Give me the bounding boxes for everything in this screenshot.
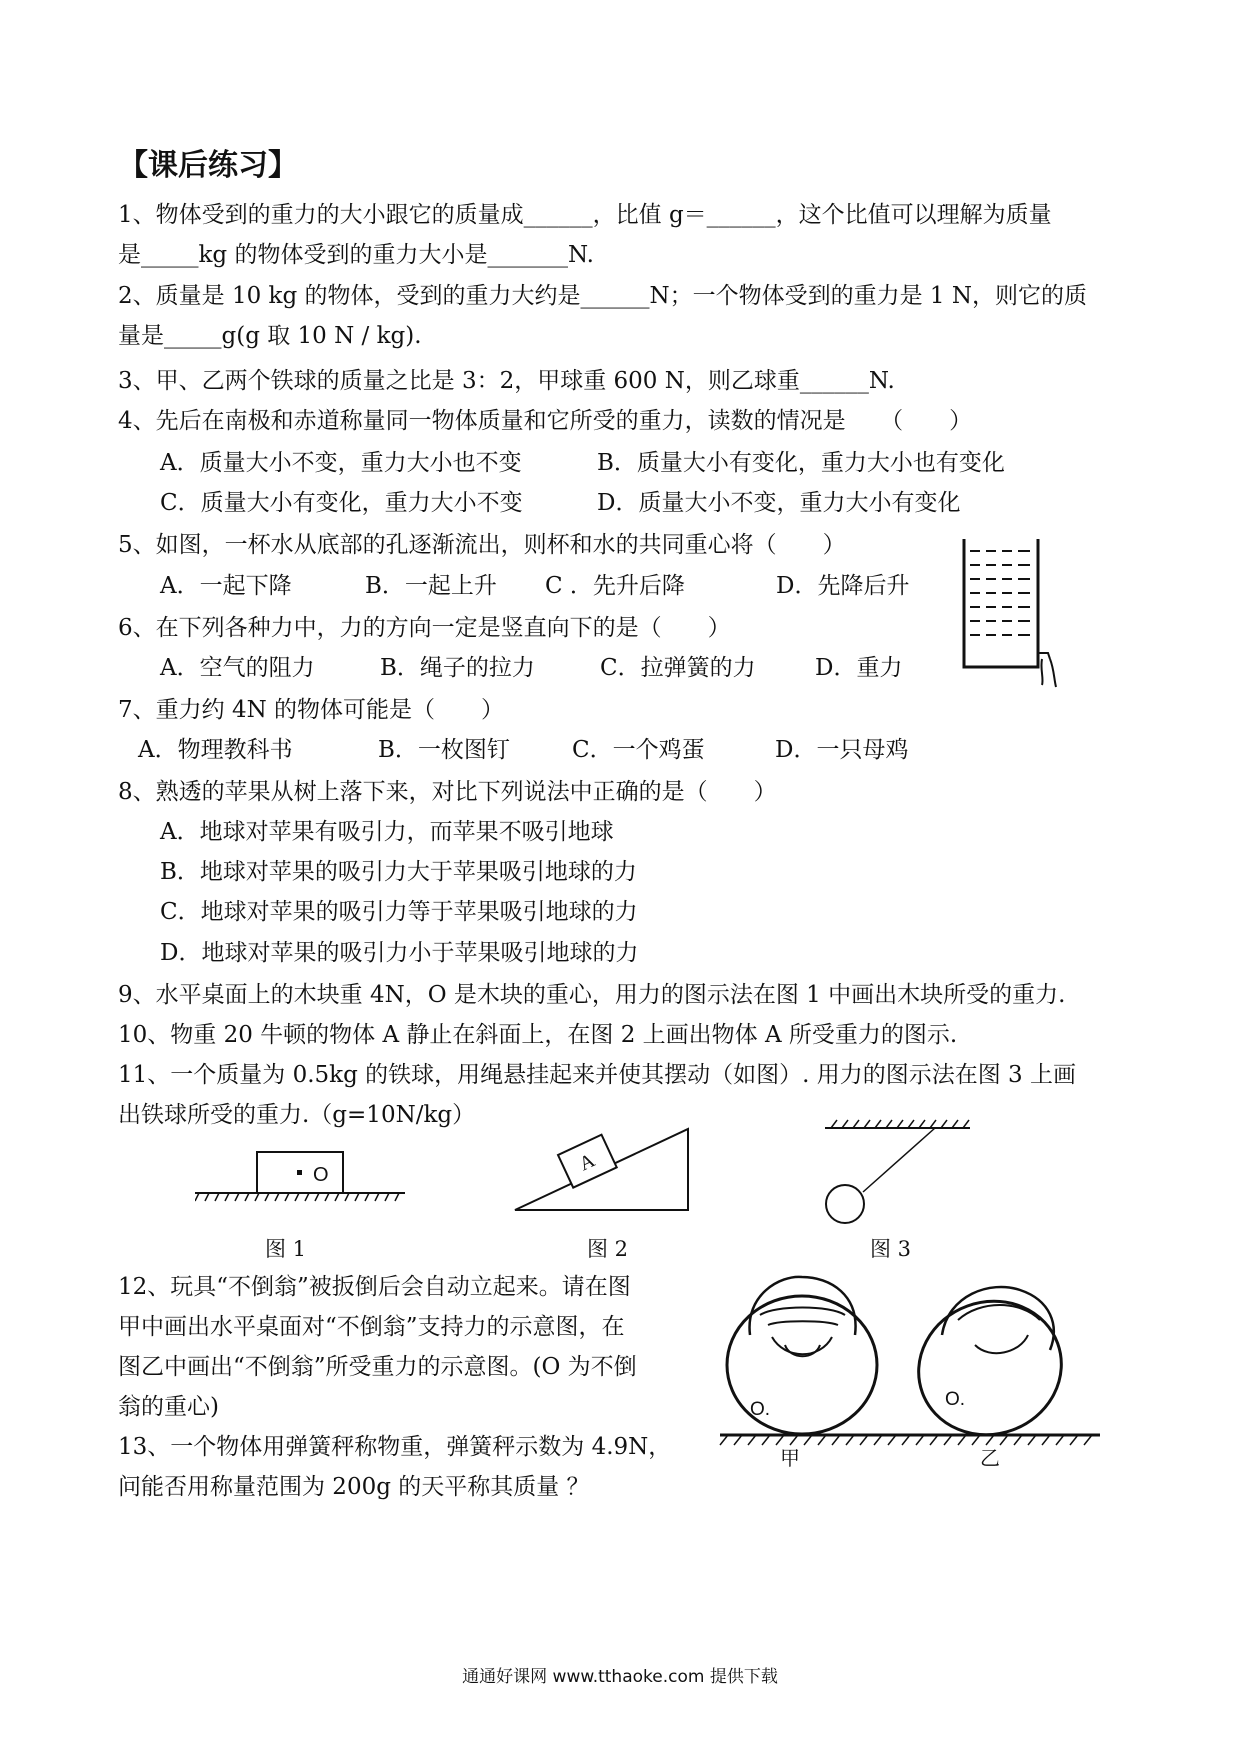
q4-option-a: A．质量大小不变，重力大小也不变 <box>160 450 522 476</box>
q4-option-b: B．质量大小有变化，重力大小也有变化 <box>597 450 1005 476</box>
q13-line1: 13、一个物体用弹簧秤称物重，弹簧秤示数为 4.9N， <box>118 1434 672 1460</box>
figure-1-block-on-table <box>195 1150 410 1210</box>
q5-stem: 5、如图，一杯水从底部的孔逐渐流出，则杯和水的共同重心将（ ） <box>118 532 846 558</box>
figure-2-caption: 图 2 <box>587 1237 629 1261</box>
q6-option-b: B．绳子的拉力 <box>380 655 535 681</box>
q7-option-b: B．一枚图钉 <box>378 737 510 763</box>
q12-line4: 翁的重心) <box>118 1394 219 1420</box>
q7-option-c: C．一个鸡蛋 <box>572 737 705 763</box>
q8-option-a: A．地球对苹果有吸引力，而苹果不吸引地球 <box>160 819 614 845</box>
q6-option-d: D．重力 <box>815 655 903 681</box>
q13-line2: 问能否用称量范围为 200g 的天平称其质量 ？ <box>118 1474 590 1500</box>
q12-line2: 甲中画出水平桌面对“不倒翁”支持力的示意图，在 <box>118 1314 625 1340</box>
q3-line1: 3、甲、乙两个铁球的质量之比是 3：2，甲球重 600 N，则乙球重______N. <box>118 368 895 394</box>
q9-line1: 9、水平桌面上的木块重 4N，O 是木块的重心，用力的图示法在图 1 中画出木块所受的重力. <box>118 982 1066 1008</box>
q12-line1: 12、玩具“不倒翁”被扳倒后会自动立起来。请在图 <box>118 1274 631 1300</box>
tumbler-right-center-label: O. <box>945 1389 966 1410</box>
figure-3-caption: 图 3 <box>870 1237 912 1261</box>
q5-option-c: C ．先升后降 <box>545 573 685 599</box>
q6-stem: 6、在下列各种力中，力的方向一定是竖直向下的是（ ） <box>118 615 731 641</box>
q2-line1: 2、质量是 10 kg 的物体，受到的重力大约是______N；一个物体受到的重力是 1 N，则它的质 <box>118 283 1087 309</box>
beaker-figure <box>950 535 1070 695</box>
tumbler-right-label: 乙 <box>980 1446 1000 1470</box>
figure-1-point-label: O <box>313 1164 329 1186</box>
q5-option-d: D．先降后升 <box>776 573 910 599</box>
q8-stem: 8、熟透的苹果从树上落下来，对比下列说法中正确的是（ ） <box>118 779 777 805</box>
q4-option-c: C．质量大小有变化，重力大小不变 <box>160 490 523 516</box>
q11-line2: 出铁球所受的重力.（g=10N/kg） <box>118 1102 476 1128</box>
tumbler-toys-figure <box>690 1265 1110 1475</box>
q7-stem: 7、重力约 4N 的物体可能是（ ） <box>118 697 505 723</box>
q1-line1: 1、物体受到的重力的大小跟它的质量成______，比值 g＝______，这个比值可以理解为质量 <box>118 202 1052 228</box>
q5-option-a: A．一起下降 <box>160 573 292 599</box>
tumbler-left-center-label: O. <box>750 1399 771 1420</box>
q8-option-c: C．地球对苹果的吸引力等于苹果吸引地球的力 <box>160 899 638 925</box>
tumbler-left-label: 甲 <box>780 1446 800 1470</box>
q11-line1: 11、一个质量为 0.5kg 的铁球，用绳悬挂起来并使其摆动（如图）. 用力的图示法在图 3 上画 <box>118 1062 1077 1088</box>
figure-1-caption: 图 1 <box>265 1237 307 1261</box>
q7-option-a: A．物理教科书 <box>138 737 293 763</box>
q5-option-b: B．一起上升 <box>365 573 497 599</box>
q8-option-d: D．地球对苹果的吸引力小于苹果吸引地球的力 <box>160 940 639 966</box>
q2-line2: 量是_____g(g 取 10 N / kg). <box>118 323 422 349</box>
q6-option-c: C．拉弹簧的力 <box>600 655 756 681</box>
q10-line1: 10、物重 20 牛顿的物体 A 静止在斜面上，在图 2 上画出物体 A 所受重力的图示. <box>118 1022 958 1048</box>
tumbler-right <box>900 1281 1080 1454</box>
footer-credit: 通通好课网 www.tthaoke.com 提供下载 <box>462 1667 778 1687</box>
q4-stem: 4、先后在南极和赤道称量同一物体质量和它所受的重力，读数的情况是 （ ） <box>118 408 973 434</box>
figure-2-incline <box>510 1125 695 1215</box>
q7-option-d: D．一只母鸡 <box>775 737 909 763</box>
q1-line2: 是_____kg 的物体受到的重力大小是_______N. <box>118 242 594 268</box>
q12-line3: 图乙中画出“不倒翁”所受重力的示意图。(O 为不倒 <box>118 1354 637 1380</box>
section-title: 【课后练习】 <box>118 148 298 183</box>
q4-option-d: D．质量大小不变，重力大小有变化 <box>597 490 961 516</box>
figure-2-block-label: A <box>575 1149 599 1176</box>
q8-option-b: B．地球对苹果的吸引力大于苹果吸引地球的力 <box>160 859 637 885</box>
q6-option-a: A．空气的阻力 <box>160 655 315 681</box>
tumbler-left <box>727 1277 877 1434</box>
figure-3-pendulum <box>815 1110 975 1225</box>
